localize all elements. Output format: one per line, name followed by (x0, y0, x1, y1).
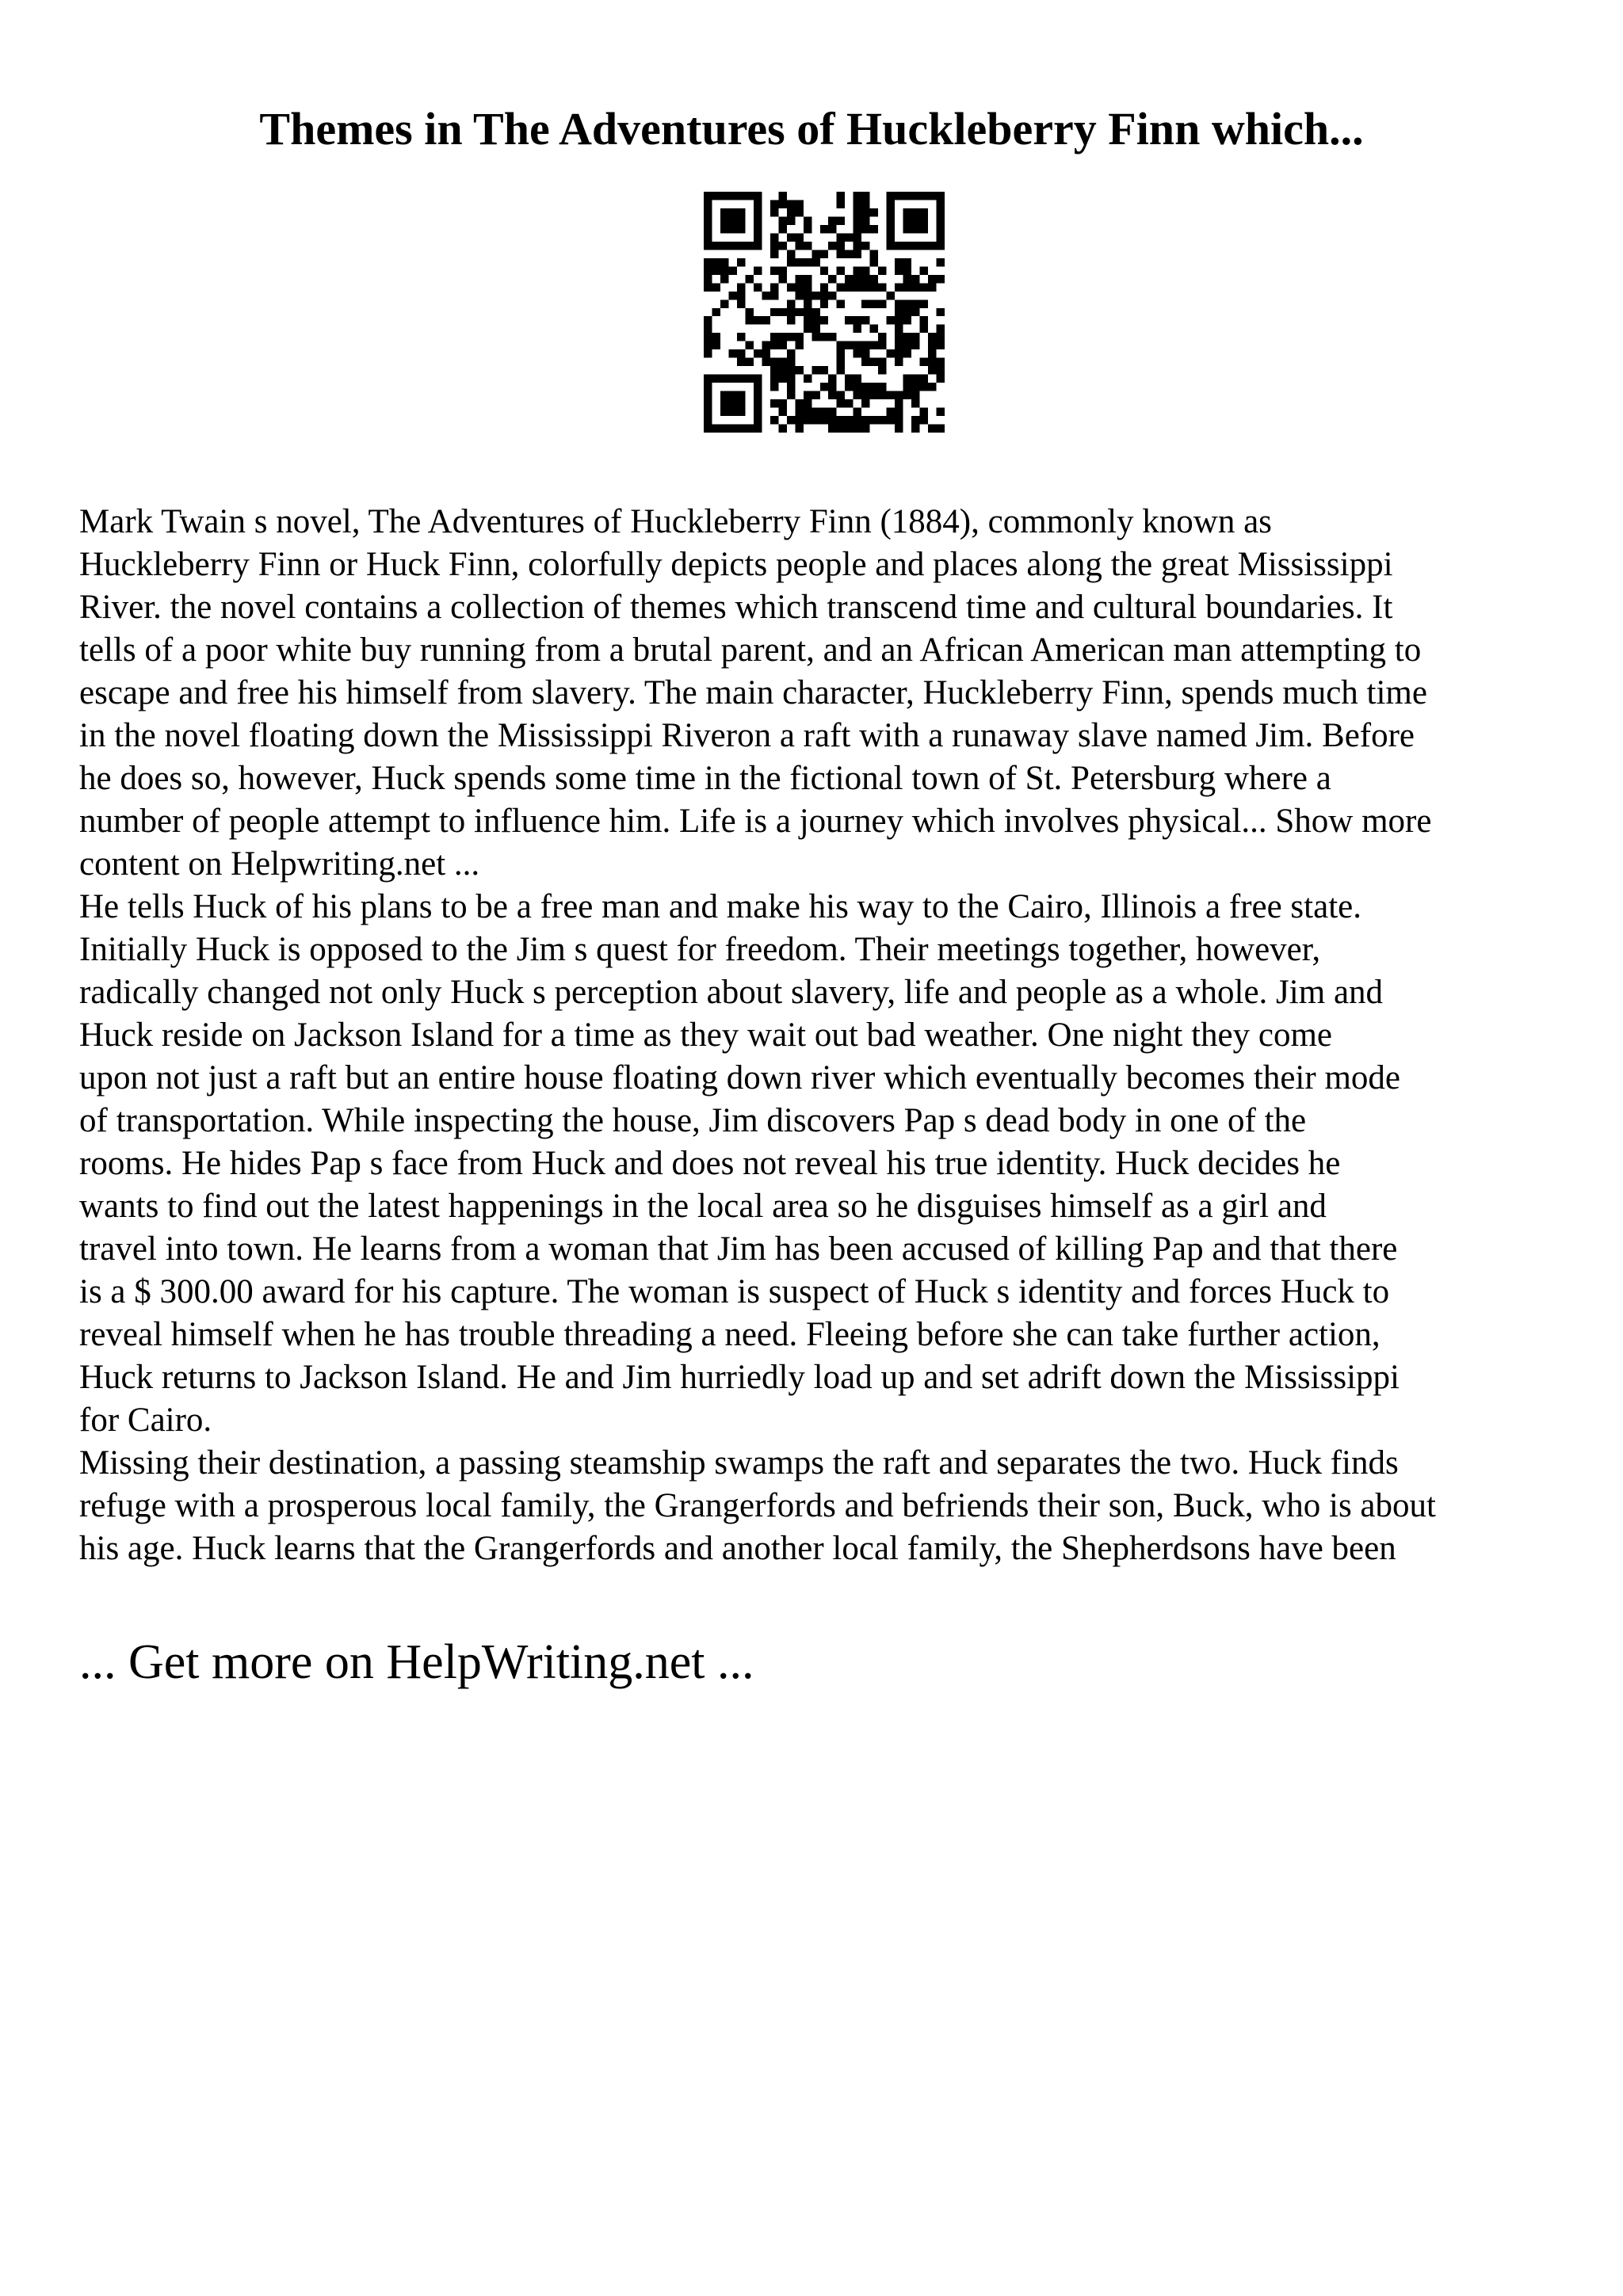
text-line: is a $ 300.00 award for his capture. The woman is suspect of Huck s identity and forces Huck to (79, 1273, 1390, 1310)
paragraph (79, 886, 1585, 1442)
text-line: Initially Huck is opposed to the Jim s quest for freedom. Their meetings together, however, (79, 931, 1321, 968)
text-line: of transportation. While inspecting the house, Jim discovers Pap s dead body in one of the (79, 1102, 1307, 1139)
text-line: Missing their destination, a passing steamship swamps the raft and separates the two. Huck finds (79, 1444, 1399, 1482)
document-body (79, 501, 1585, 1570)
text-line: He tells Huck of his plans to be a free man and make his way to the Cairo, Illinois a free state. (79, 888, 1361, 925)
text-line: Huckleberry Finn or Huck Finn, colorfully depicts people and places along the great Mississippi (79, 546, 1393, 583)
text-line: Huck reside on Jackson Island for a time as they wait out bad weather. One night they come (79, 1016, 1332, 1054)
text-line: radically changed not only Huck s perception about slavery, life and people as a whole. Jim and (79, 974, 1384, 1011)
get-more-link[interactable]: ... Get more on HelpWriting.net ... (79, 1635, 754, 1689)
text-line: upon not just a raft but an entire house floating down river which eventually becomes their mode (79, 1059, 1400, 1097)
text-line: for Cairo. (79, 1402, 212, 1439)
text-line: wants to find out the latest happenings in the local area so he disguises himself as a girl and (79, 1188, 1327, 1225)
text-line: rooms. He hides Pap s face from Huck and does not reveal his true identity. Huck decides he (79, 1145, 1341, 1182)
qr-code (704, 192, 945, 433)
text-line: his age. Huck learns that the Grangerfords and another local family, the Shepherdsons have been (79, 1530, 1396, 1567)
text-line: number of people attempt to influence him. Life is a journey which involves physical... Show more (79, 803, 1432, 840)
text-line: River. the novel contains a collection of themes which transcend time and cultural boundaries. It (79, 589, 1393, 626)
document-title: Themes in The Adventures of Huckleberry Finn which... (259, 103, 1364, 154)
text-line: refuge with a prosperous local family, the Grangerfords and befriends their son, Buck, who is about (79, 1487, 1436, 1524)
text-line: reveal himself when he has trouble threading a need. Fleeing before she can take further action, (79, 1316, 1381, 1353)
text-line: he does so, however, Huck spends some time in the fictional town of St. Petersburg where a (79, 760, 1331, 797)
text-line: travel into town. He learns from a woman that Jim has been accused of killing Pap and that there (79, 1230, 1398, 1268)
text-line: escape and free his himself from slavery. The main character, Huckleberry Finn, spends much time (79, 674, 1427, 711)
text-line: Mark Twain s novel, The Adventures of Huckleberry Finn (1884), commonly known as (79, 503, 1272, 540)
text-line: in the novel floating down the Mississippi Riveron a raft with a runaway slave named Jim. Before (79, 717, 1415, 754)
text-line: content on Helpwriting.net ... (79, 845, 480, 883)
paragraph (79, 501, 1585, 886)
paragraph (79, 1442, 1585, 1570)
text-line: Huck returns to Jackson Island. He and Jim hurriedly load up and set adrift down the Mississippi (79, 1359, 1400, 1396)
text-line: tells of a poor white buy running from a brutal parent, and an African American man attempting to (79, 631, 1422, 669)
